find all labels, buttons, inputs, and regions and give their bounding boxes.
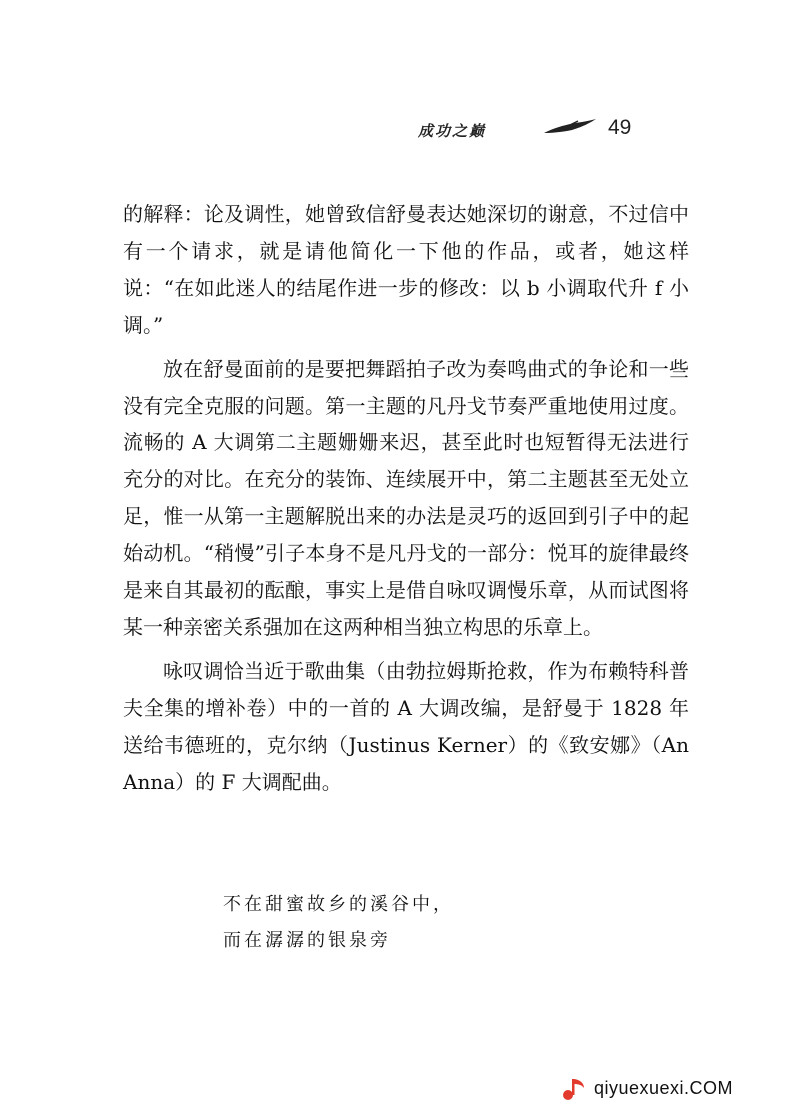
- paragraph: 咏叹调恰当近于歌曲集（由勃拉姆斯抢救，作为布赖特科普夫全集的增补卷）中的一首的 A 大调改编，是舒曼于 1828 年送给韦德班的，克尔纳（Justinus Kerner）的《致安娜》（An Anna）的 F 大调配曲。: [123, 658, 689, 794]
- site-watermark: [560, 1074, 790, 1104]
- page-number: 49: [608, 116, 632, 139]
- watermark-text: qiyuexuexi.COM: [594, 1078, 734, 1098]
- poem-line: 而在潺潺的银泉旁: [223, 930, 391, 951]
- paragraph: 放在舒曼面前的是要把舞蹈拍子改为奏鸣曲式的争论和一些没有完全克服的问题。第一主题的凡丹戈节奏严重地使用过度。流畅的 A 大调第二主题姗姗来迟，甚至此时也短暂得无法进行充分的对比。在充分的装饰、连续展开中，第二主题甚至无处立足，惟一从第一主题解脱出来的办法是灵巧的返回到引子中的起始动机。“稍慢”引子本身不是凡丹戈的一部分：悦耳的旋律最终是来自其最初的酝酿，事实上是借自咏叹调慢乐章，从而试图将某一种亲密关系强加在这两种相当独立构思的乐章上。: [123, 356, 689, 639]
- paragraph: 的解释：论及调性，她曾致信舒曼表达她深切的谢意，不过信中有一个请求，就是请他简化一下他的作品，或者，她这样说：“在如此迷人的结尾作进一步的修改：以 b 小调取代升 f 小调。”: [123, 202, 689, 337]
- poem-line: 不在甜蜜故乡的溪谷中，: [223, 894, 454, 915]
- music-note-icon: [560, 1077, 588, 1101]
- running-header: [418, 114, 658, 148]
- book-title: 成功之巅: [418, 122, 487, 140]
- poem-excerpt: [223, 887, 454, 959]
- flourish-icon: [542, 118, 598, 136]
- body-text: [123, 196, 689, 801]
